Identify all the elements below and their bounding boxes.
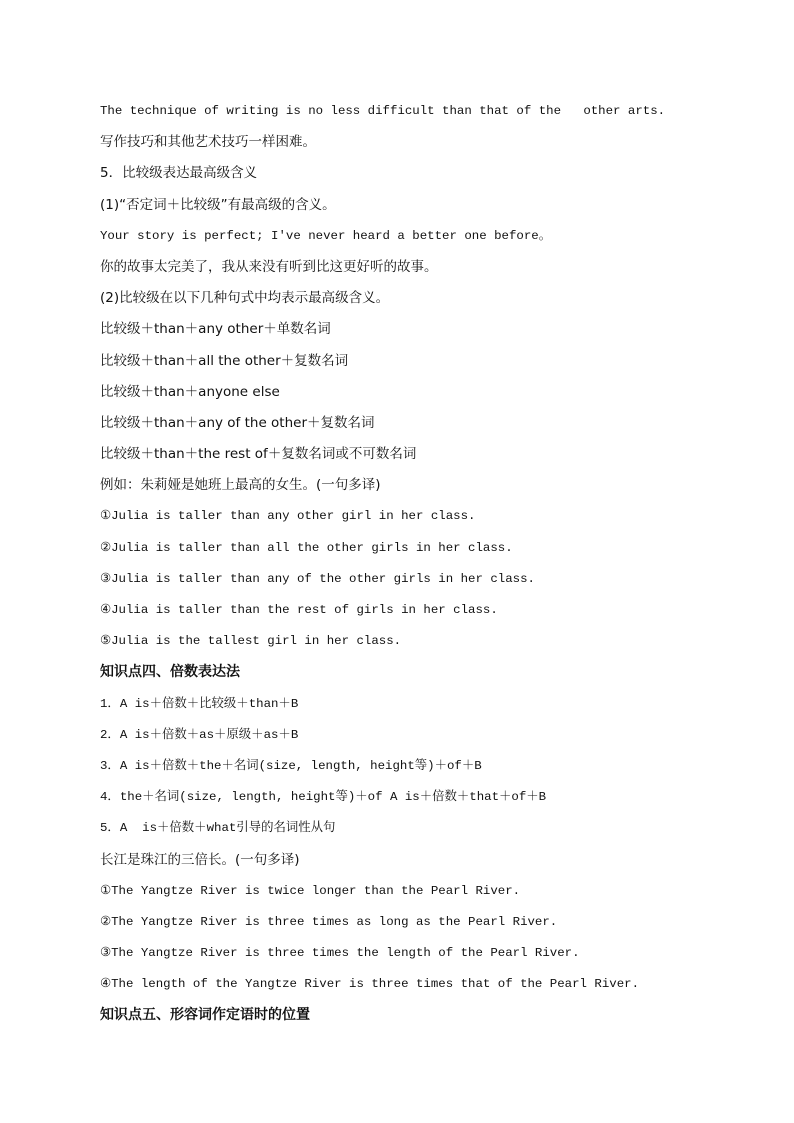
example-sentence-english: The technique of writing is no less difficult than that of the other arts. bbox=[100, 104, 666, 118]
rule-line: 5．A is＋倍数＋what引导的名词性从句 bbox=[100, 821, 336, 836]
pattern-line: 比较级＋than＋all the other＋复数名词 bbox=[100, 352, 349, 369]
section-heading-4: 知识点四、倍数表达法 bbox=[100, 664, 240, 681]
example-translation-chinese: 写作技巧和其他艺术技巧一样困难。 bbox=[100, 134, 316, 151]
section-item-5: 5．比较级表达最高级含义 bbox=[100, 165, 258, 182]
rule-line: 4．the＋名词(size, length, height等)＋of A is＋倍数＋that＋of＋B bbox=[100, 790, 547, 805]
rule-line: 2．A is＋倍数＋as＋原级＋as＋B bbox=[100, 727, 299, 742]
translation-option: ①Julia is taller than any other girl in her class. bbox=[100, 509, 476, 524]
example-translation-chinese: 你的故事太完美了，我从来没有听到比这更好听的故事。 bbox=[100, 258, 438, 275]
pattern-line: 比较级＋than＋any of the other＋复数名词 bbox=[100, 414, 375, 431]
example-prompt: 长江是珠江的三倍长。(一句多译) bbox=[100, 851, 300, 868]
example-prompt: 例如：朱莉娅是她班上最高的女生。(一句多译) bbox=[100, 477, 381, 494]
translation-option: ③The Yangtze River is three times the length of the Pearl River. bbox=[100, 946, 580, 961]
translation-option: ②The Yangtze River is three times as long as the Pearl River. bbox=[100, 914, 558, 929]
rule-line: 1．A is＋倍数＋比较级＋than＋B bbox=[100, 696, 299, 711]
pattern-line: 比较级＋than＋anyone else bbox=[100, 383, 280, 400]
translation-option: ④Julia is taller than the rest of girls in her class. bbox=[100, 603, 498, 617]
translation-option: ③Julia is taller than any of the other girls in her class. bbox=[100, 571, 535, 586]
rule-line: 3．A is＋倍数＋the＋名词(size, length, height等)＋of＋B bbox=[100, 758, 482, 773]
translation-option: ④The length of the Yangtze River is three times that of the Pearl River. bbox=[100, 977, 640, 992]
translation-option: ①The Yangtze River is twice longer than the Pearl River. bbox=[100, 883, 521, 898]
subsection-1: (1)“否定词＋比较级”有最高级的含义。 bbox=[100, 196, 336, 213]
translation-option: ⑤Julia is the tallest girl in her class. bbox=[100, 634, 402, 649]
subsection-2: (2)比较级在以下几种句式中均表示最高级含义。 bbox=[100, 290, 390, 307]
pattern-line: 比较级＋than＋the rest of＋复数名词或不可数名词 bbox=[100, 446, 417, 463]
translation-option: ②Julia is taller than all the other girls in her class. bbox=[100, 540, 513, 555]
pattern-line: 比较级＋than＋any other＋单数名词 bbox=[100, 321, 331, 338]
document-page bbox=[100, 96, 740, 1032]
example-sentence-english: Your story is perfect; I've never heard a better one before。 bbox=[100, 228, 552, 243]
section-heading-5: 知识点五、形容词作定语时的位置 bbox=[100, 1007, 310, 1024]
